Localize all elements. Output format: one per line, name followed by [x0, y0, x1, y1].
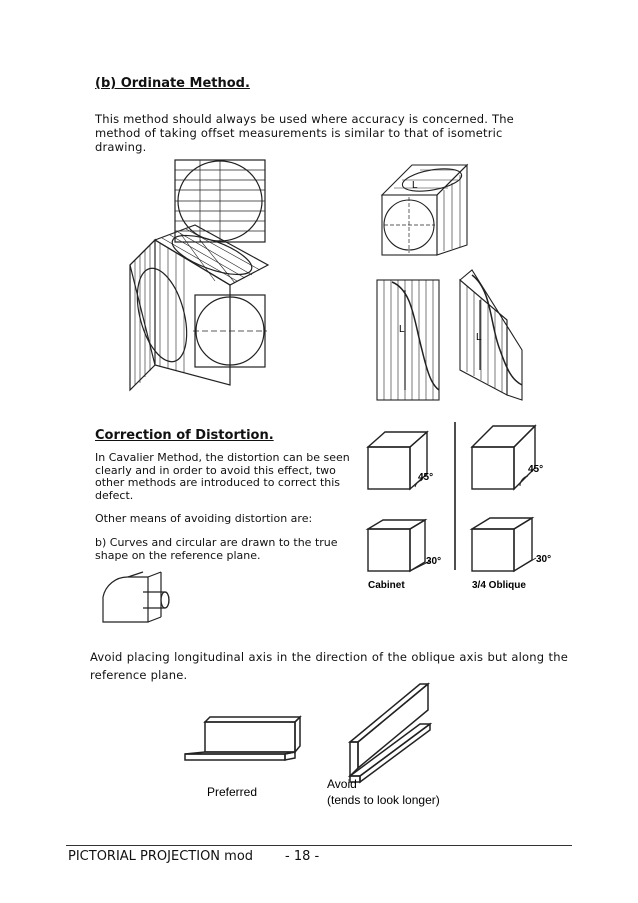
footer-rule	[66, 845, 572, 846]
oblique-cubes-figure	[360, 422, 570, 590]
curve-panel-figure	[372, 270, 532, 410]
label-three-quarter-oblique: 3/4 Oblique	[472, 580, 526, 591]
angle-bottom-right: 30°	[536, 554, 552, 565]
label-avoid-note: (tends to look longer)	[327, 793, 440, 807]
correction-para1: In Cavalier Method, the distortion can be seen clearly and in order to avoid this effect, two other methods are introduced to correct this defect.	[95, 451, 350, 502]
label-l-right: L	[476, 332, 482, 343]
label-avoid: Avoid	[327, 777, 357, 791]
label-cabinet: Cabinet	[368, 580, 405, 591]
section-heading: (b) Ordinate Method.	[95, 76, 250, 91]
label-l-left: L	[399, 324, 405, 335]
section-body: This method should always be used where accuracy is concerned. The method of taking offset measurements is similar to that of isometric drawing.	[95, 112, 514, 154]
correction-heading: Correction of Distortion.	[95, 428, 274, 443]
angle-top-right: 45°	[528, 464, 544, 475]
angle-bottom-left: 30°	[426, 556, 442, 567]
angle-iron-figure	[185, 684, 475, 814]
correction-para2: Other means of avoiding distortion are:	[95, 512, 313, 525]
ordinate-cube-figure	[120, 155, 280, 395]
label-l-top: L	[412, 180, 418, 191]
footer-title: PICTORIAL PROJECTION mod	[68, 849, 254, 864]
angle-top-left: 45°	[418, 472, 434, 483]
cylinder-block-figure	[93, 572, 173, 632]
page-number: - 18 -	[285, 849, 320, 864]
avoid-paragraph: Avoid placing longitudinal axis in the direction of the oblique axis but along the reference plane.	[90, 650, 568, 682]
correction-item-b: b) Curves and circular are drawn to the true shape on the reference plane.	[95, 536, 338, 562]
small-cube-figure	[372, 155, 472, 265]
label-preferred: Preferred	[207, 785, 258, 799]
